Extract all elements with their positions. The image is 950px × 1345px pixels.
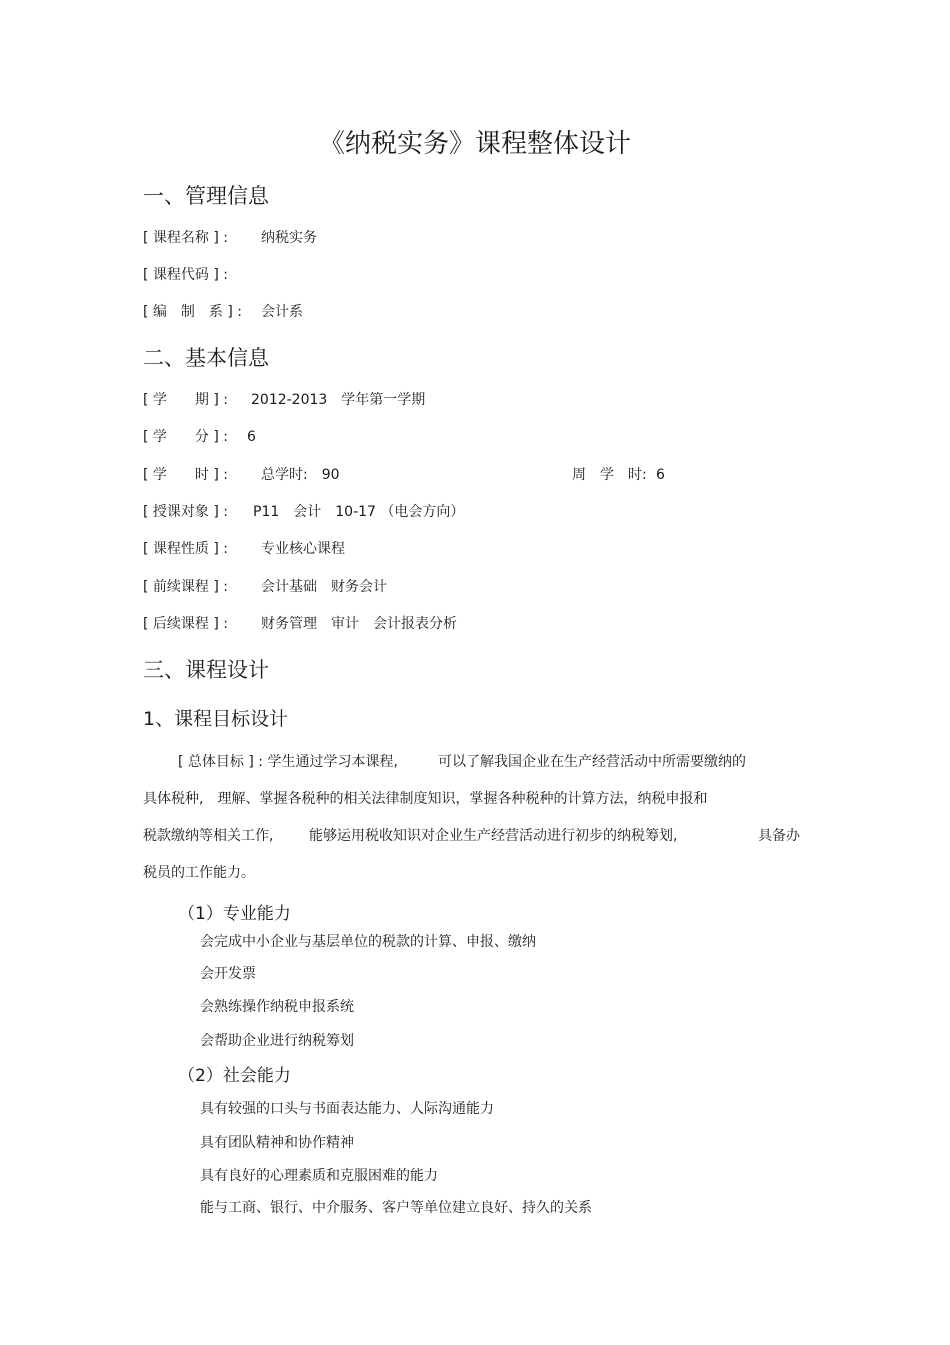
goal-line-1b: 可以了解我国企业在生产经营活动中所需要缴纳的 [438, 754, 746, 770]
list-item: 具有团队精神和协作精神 [200, 1135, 354, 1151]
field-label: [ 编 制 系 ] : [143, 304, 242, 320]
field-value: 会计基础 财务会计 [261, 579, 387, 595]
field-label: [ 前续课程 ] : [143, 579, 228, 595]
field-value: 专业核心课程 [261, 541, 345, 557]
field-value: P11 会计 10-17 （电会方向） [253, 504, 465, 520]
page-title: 《纳税实务》课程整体设计 [318, 129, 631, 159]
field-department [143, 301, 303, 321]
field-course-code [143, 264, 261, 284]
list-item: 会开发票 [200, 966, 256, 982]
section-heading-basic: 二、基本信息 [143, 346, 269, 370]
field-label: [ 课程名称 ] : [143, 230, 228, 246]
field-prerequisite [143, 576, 387, 596]
goal-line-1a: [ 总体目标 ] : 学生通过学习本课程, [178, 754, 398, 770]
field-weekly-hours [572, 464, 665, 484]
list-item: 会完成中小企业与基层单位的税款的计算、申报、缴纳 [200, 934, 536, 950]
field-value: 2012-2013 学年第一学期 [251, 392, 426, 408]
goal-line-3a: 税款缴纳等相关工作, [143, 828, 274, 844]
field-value: 6 [656, 467, 665, 483]
field-label: [ 课程代码 ] : [143, 267, 228, 283]
field-label: 周 学 时: [572, 467, 647, 483]
section-heading-design: 三、课程设计 [143, 658, 269, 682]
field-hours [143, 464, 340, 484]
field-value: 纳税实务 [261, 230, 317, 246]
list-item: 会熟练操作纳税申报系统 [200, 999, 354, 1015]
field-target-students [143, 501, 464, 521]
field-label: [ 授课对象 ] : [143, 504, 228, 520]
field-term [143, 389, 425, 409]
field-label: [ 学 期 ] : [143, 392, 228, 408]
field-followup [143, 613, 457, 633]
field-value: 会计系 [261, 304, 303, 320]
goal-line-2: 具体税种, 理解、掌握各税种的相关法律制度知识，掌握各种税种的计算方法，纳税申报和 [143, 791, 708, 807]
subsection-heading-goals: 1、课程目标设计 [143, 708, 289, 730]
field-value: 财务管理 审计 会计报表分析 [261, 616, 457, 632]
field-label: [ 学 分 ] : [143, 429, 228, 445]
goal-line-4: 税员的工作能力。 [143, 865, 255, 881]
heading-social-ability: （2）社会能力 [178, 1066, 291, 1086]
field-label: [ 后续课程 ] : [143, 616, 228, 632]
list-item: 能与工商、银行、中介服务、客户等单位建立良好、持久的关系 [200, 1200, 592, 1216]
goal-line-3b: 能够运用税收知识对企业生产经营活动进行初步的纳税筹划, [309, 828, 678, 844]
list-item: 会帮助企业进行纳税筹划 [200, 1033, 354, 1049]
field-credit [143, 426, 256, 446]
list-item: 具有良好的心理素质和克服困难的能力 [200, 1168, 438, 1184]
heading-professional-ability: （1）专业能力 [178, 904, 291, 924]
section-heading-management: 一、管理信息 [143, 184, 269, 208]
list-item: 具有较强的口头与书面表达能力、人际沟通能力 [200, 1101, 494, 1117]
field-label: [ 学 时 ] : [143, 467, 228, 483]
goal-line-3c: 具备办 [758, 828, 800, 844]
field-value: 总学时: 90 [261, 467, 340, 483]
field-label: [ 课程性质 ] : [143, 541, 228, 557]
field-value: 6 [247, 429, 256, 445]
field-course-nature [143, 538, 345, 558]
field-course-name [143, 227, 317, 247]
